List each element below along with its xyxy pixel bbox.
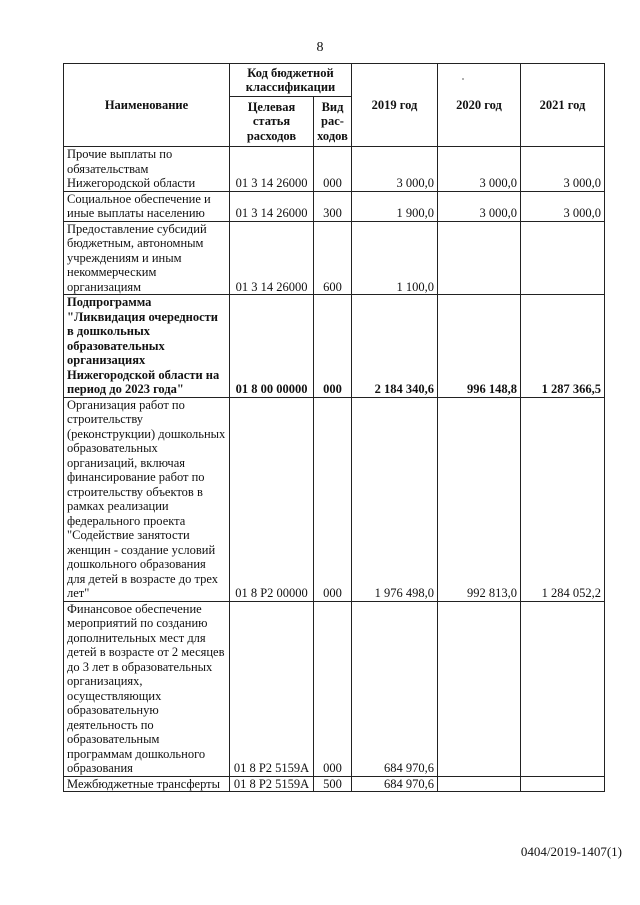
row-name: Предоставление субсидий бюджетным, автономным учреждениям и иным некоммерческим организациям bbox=[64, 221, 230, 295]
row-type: 000 bbox=[314, 397, 352, 601]
row-name: Социальное обеспечение и иные выплаты населению bbox=[64, 191, 230, 221]
row-2021 bbox=[521, 221, 605, 295]
row-2021: 1 287 366,5 bbox=[521, 295, 605, 398]
header-expense-type: Вид рас- ходов bbox=[314, 97, 352, 147]
row-2021: 3 000,0 bbox=[521, 191, 605, 221]
row-2020: 996 148,8 bbox=[438, 295, 521, 398]
row-code: 01 3 14 26000 bbox=[230, 221, 314, 295]
row-name: Прочие выплаты по обязательствам Нижегородской области bbox=[64, 147, 230, 192]
row-code: 01 8 P2 00000 bbox=[230, 397, 314, 601]
table-row bbox=[64, 191, 605, 221]
row-type: 500 bbox=[314, 776, 352, 792]
row-2019: 2 184 340,6 bbox=[352, 295, 438, 398]
table-row bbox=[64, 397, 605, 601]
row-name: Организация работ по строительству (реконструкции) дошкольных образовательных организаций, включая финансирование работ по строительству объектов в рамках реализации федерального проекта "Содействие занятости женщин - создание условий дошкольного образования для детей в возрасте до трех лет" bbox=[64, 397, 230, 601]
header-year-2021: 2021 год bbox=[521, 64, 605, 147]
row-name: Подпрограмма "Ликвидация очередности в дошкольных образовательных организациях Нижегородской области на период до 2023 года" bbox=[64, 295, 230, 398]
header-code-group: Код бюджетной классификации bbox=[230, 64, 352, 97]
header-name: Наименование bbox=[64, 64, 230, 147]
row-2019: 684 970,6 bbox=[352, 776, 438, 792]
row-code: 01 8 P2 5159A bbox=[230, 601, 314, 776]
row-2019: 1 976 498,0 bbox=[352, 397, 438, 601]
document-registration-code: 0404/2019-1407(1) bbox=[520, 844, 622, 859]
row-2020 bbox=[438, 221, 521, 295]
row-2020: 3 000,0 bbox=[438, 191, 521, 221]
table-row bbox=[64, 147, 605, 192]
row-type: 000 bbox=[314, 295, 352, 398]
row-code: 01 3 14 26000 bbox=[230, 191, 314, 221]
row-2020: 992 813,0 bbox=[438, 397, 521, 601]
row-2021 bbox=[521, 776, 605, 792]
row-2021: 1 284 052,2 bbox=[521, 397, 605, 601]
row-type: 000 bbox=[314, 601, 352, 776]
row-code: 01 3 14 26000 bbox=[230, 147, 314, 192]
row-code: 01 8 P2 5159A bbox=[230, 776, 314, 792]
row-name: Межбюджетные трансферты bbox=[64, 776, 230, 792]
row-2020 bbox=[438, 776, 521, 792]
table-row bbox=[64, 601, 605, 776]
row-2019: 1 900,0 bbox=[352, 191, 438, 221]
row-2021 bbox=[521, 601, 605, 776]
budget-table bbox=[63, 63, 605, 792]
row-2020: 3 000,0 bbox=[438, 147, 521, 192]
row-2020 bbox=[438, 601, 521, 776]
row-2019: 1 100,0 bbox=[352, 221, 438, 295]
row-2019: 3 000,0 bbox=[352, 147, 438, 192]
page-number: 8 bbox=[316, 40, 324, 55]
table-row bbox=[64, 776, 605, 792]
header-target-article: Целевая статья расходов bbox=[230, 97, 314, 147]
header-year-2020: 2020 год bbox=[438, 64, 521, 147]
row-type: 000 bbox=[314, 147, 352, 192]
row-type: 600 bbox=[314, 221, 352, 295]
row-type: 300 bbox=[314, 191, 352, 221]
row-code: 01 8 00 00000 bbox=[230, 295, 314, 398]
table-row-subprogram bbox=[64, 295, 605, 398]
row-name: Финансовое обеспечение мероприятий по созданию дополнительных мест для детей в возрасте от 2 месяцев до 3 лет в образовательных организациях, осуществляющих образовательную деятельность по образовательным программам дошкольного образования bbox=[64, 601, 230, 776]
row-2019: 684 970,6 bbox=[352, 601, 438, 776]
row-2021: 3 000,0 bbox=[521, 147, 605, 192]
table-row bbox=[64, 221, 605, 295]
header-year-2019: 2019 год bbox=[352, 64, 438, 147]
